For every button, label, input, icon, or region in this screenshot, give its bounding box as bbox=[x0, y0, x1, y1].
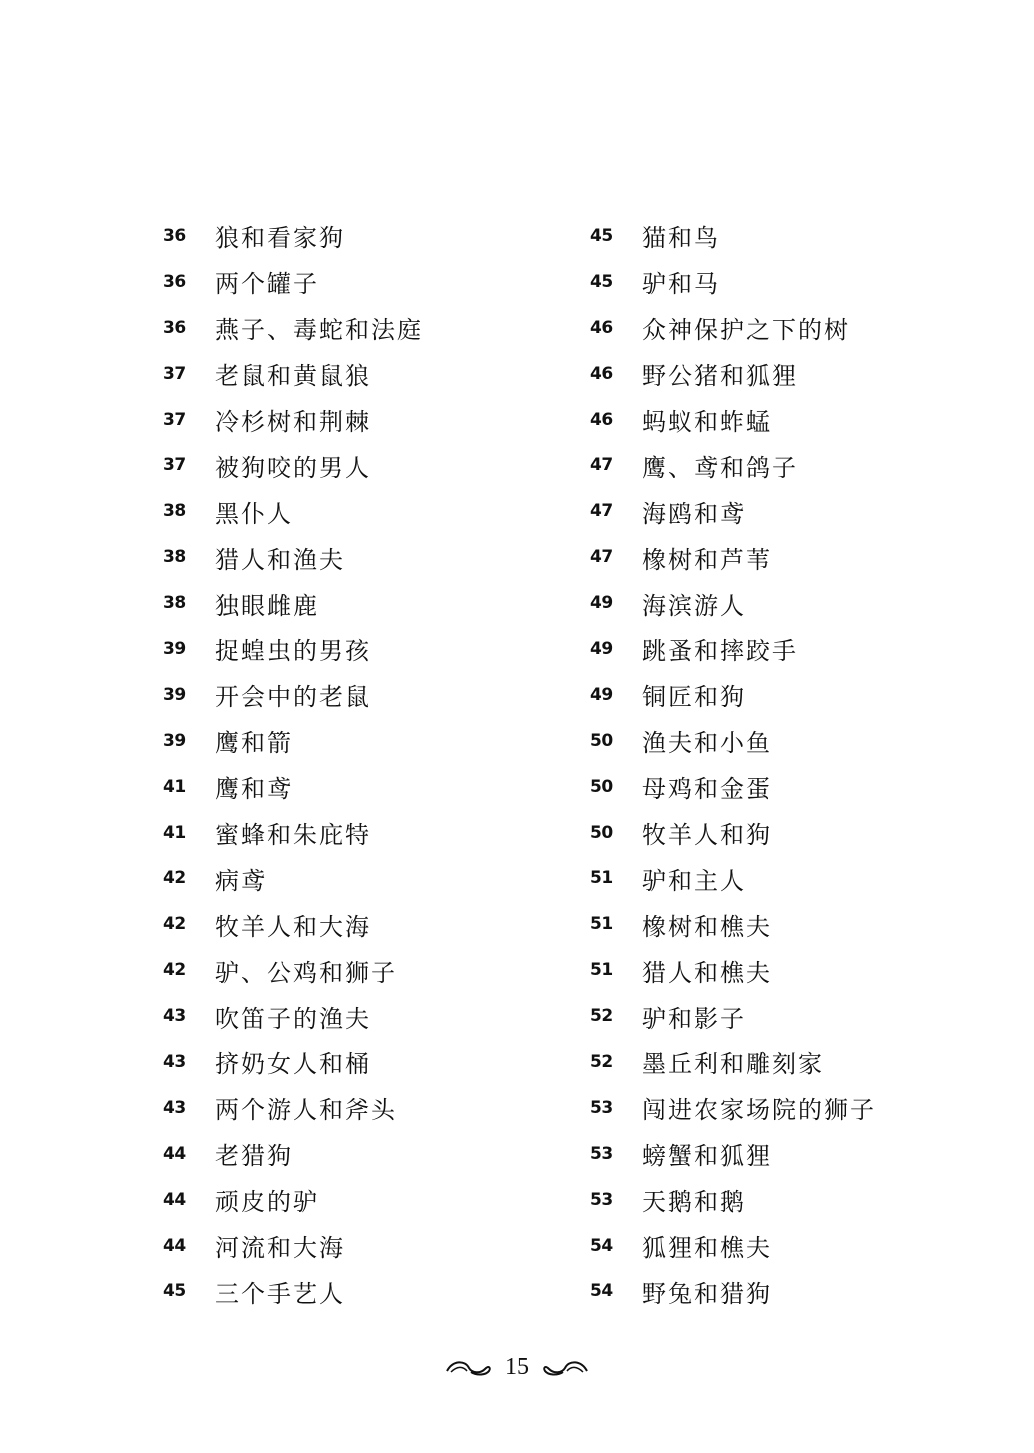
toc-entry-title: 狐狸和樵夫 bbox=[642, 1234, 772, 1263]
toc-entry-page-number: 39 bbox=[163, 730, 186, 751]
toc-entry-title: 三个手艺人 bbox=[215, 1279, 345, 1308]
toc-entry-page-number: 37 bbox=[163, 363, 186, 384]
toc-entry-title: 闯进农家场院的狮子 bbox=[642, 1096, 876, 1125]
toc-entry bbox=[163, 672, 583, 718]
toc-entry-page-number: 38 bbox=[163, 547, 186, 568]
toc-entry bbox=[590, 1268, 1010, 1314]
toc-entry-title: 鹰、鸢和鸽子 bbox=[642, 453, 798, 482]
toc-entry-title: 两个游人和斧头 bbox=[215, 1096, 397, 1125]
toc-entry-page-number: 52 bbox=[590, 1006, 613, 1027]
toc-entry-title: 猎人和渔夫 bbox=[215, 545, 345, 574]
toc-entry-page-number: 50 bbox=[590, 776, 613, 797]
toc-entry-title: 鹰和鸢 bbox=[215, 775, 293, 804]
toc-entry-page-number: 37 bbox=[163, 455, 186, 476]
toc-entry-page-number: 47 bbox=[590, 547, 613, 568]
toc-entry-page-number: 45 bbox=[590, 225, 613, 246]
toc-entry-title: 狼和看家狗 bbox=[215, 224, 345, 253]
toc-entry bbox=[163, 993, 583, 1039]
toc-entry bbox=[163, 1085, 583, 1131]
toc-entry-title: 黑仆人 bbox=[215, 499, 293, 528]
toc-entry bbox=[163, 580, 583, 626]
toc-entry bbox=[590, 534, 1010, 580]
toc-entry bbox=[163, 397, 583, 443]
toc-entry-page-number: 50 bbox=[590, 730, 613, 751]
toc-entry-page-number: 50 bbox=[590, 822, 613, 843]
toc-entry-page-number: 44 bbox=[163, 1235, 186, 1256]
toc-entry-title: 河流和大海 bbox=[215, 1234, 345, 1263]
toc-entry-page-number: 49 bbox=[590, 593, 613, 614]
toc-entry-page-number: 54 bbox=[590, 1281, 613, 1302]
toc-entry-page-number: 38 bbox=[163, 593, 186, 614]
toc-entry-page-number: 41 bbox=[163, 776, 186, 797]
toc-entry-page-number: 42 bbox=[163, 914, 186, 935]
toc-entry bbox=[590, 1085, 1010, 1131]
toc-entry-title: 橡树和樵夫 bbox=[642, 912, 772, 941]
scroll-flourish-right-icon bbox=[541, 1356, 589, 1378]
toc-entry-title: 牧羊人和大海 bbox=[215, 912, 371, 941]
toc-entry-page-number: 39 bbox=[163, 684, 186, 705]
toc-entry-title: 捉蝗虫的男孩 bbox=[215, 637, 371, 666]
toc-entry-page-number: 43 bbox=[163, 1006, 186, 1027]
toc-entry-title: 两个罐子 bbox=[215, 270, 319, 299]
toc-entry bbox=[590, 855, 1010, 901]
toc-entry-page-number: 39 bbox=[163, 638, 186, 659]
toc-entry bbox=[163, 718, 583, 764]
toc-entry-page-number: 42 bbox=[163, 960, 186, 981]
toc-entry bbox=[590, 901, 1010, 947]
toc-entry-page-number: 45 bbox=[590, 271, 613, 292]
toc-entry bbox=[163, 351, 583, 397]
table-of-contents bbox=[0, 213, 1034, 1313]
toc-entry bbox=[590, 351, 1010, 397]
toc-entry-title: 吹笛子的渔夫 bbox=[215, 1004, 371, 1033]
toc-entry bbox=[163, 1223, 583, 1269]
toc-entry-page-number: 44 bbox=[163, 1143, 186, 1164]
toc-entry-title: 病鸢 bbox=[215, 866, 267, 895]
toc-entry-title: 众神保护之下的树 bbox=[642, 316, 850, 345]
toc-entry bbox=[163, 442, 583, 488]
toc-entry bbox=[590, 1177, 1010, 1223]
toc-entry bbox=[590, 1039, 1010, 1085]
toc-entry bbox=[590, 1131, 1010, 1177]
toc-entry-page-number: 37 bbox=[163, 409, 186, 430]
toc-entry-page-number: 52 bbox=[590, 1051, 613, 1072]
toc-entry-page-number: 45 bbox=[163, 1281, 186, 1302]
toc-entry bbox=[163, 305, 583, 351]
toc-entry bbox=[163, 1039, 583, 1085]
toc-entry-page-number: 46 bbox=[590, 409, 613, 430]
toc-entry-title: 驴和主人 bbox=[642, 866, 746, 895]
toc-entry-title: 野兔和猎狗 bbox=[642, 1279, 772, 1308]
toc-entry bbox=[163, 213, 583, 259]
toc-entry-page-number: 36 bbox=[163, 225, 186, 246]
toc-entry bbox=[590, 626, 1010, 672]
toc-entry-page-number: 53 bbox=[590, 1143, 613, 1164]
toc-entry-title: 老鼠和黄鼠狼 bbox=[215, 362, 371, 391]
toc-entry bbox=[590, 305, 1010, 351]
toc-entry-title: 猎人和樵夫 bbox=[642, 958, 772, 987]
toc-entry-title: 开会中的老鼠 bbox=[215, 683, 371, 712]
toc-entry bbox=[590, 259, 1010, 305]
toc-entry bbox=[590, 580, 1010, 626]
toc-entry-title: 鹰和箭 bbox=[215, 729, 293, 758]
toc-entry-page-number: 43 bbox=[163, 1051, 186, 1072]
toc-entry-title: 橡树和芦苇 bbox=[642, 545, 772, 574]
scroll-flourish-left-icon bbox=[445, 1356, 493, 1378]
toc-entry-page-number: 51 bbox=[590, 914, 613, 935]
toc-entry-page-number: 51 bbox=[590, 960, 613, 981]
toc-entry-title: 驴和马 bbox=[642, 270, 720, 299]
toc-entry-title: 被狗咬的男人 bbox=[215, 453, 371, 482]
toc-entry-page-number: 49 bbox=[590, 684, 613, 705]
toc-entry-title: 顽皮的驴 bbox=[215, 1188, 319, 1217]
toc-entry-title: 跳蚤和摔跤手 bbox=[642, 637, 798, 666]
toc-entry bbox=[163, 901, 583, 947]
toc-entry bbox=[163, 534, 583, 580]
toc-entry bbox=[590, 718, 1010, 764]
toc-column-right bbox=[590, 213, 1010, 1314]
toc-entry bbox=[163, 855, 583, 901]
toc-entry-title: 母鸡和金蛋 bbox=[642, 775, 772, 804]
toc-entry-title: 铜匠和狗 bbox=[642, 683, 746, 712]
toc-entry-page-number: 47 bbox=[590, 501, 613, 522]
toc-entry-title: 天鹅和鹅 bbox=[642, 1188, 746, 1217]
toc-entry-page-number: 36 bbox=[163, 317, 186, 338]
toc-entry-title: 海滨游人 bbox=[642, 591, 746, 620]
toc-entry-title: 墨丘利和雕刻家 bbox=[642, 1050, 824, 1079]
toc-entry bbox=[590, 397, 1010, 443]
toc-entry bbox=[590, 810, 1010, 856]
toc-entry-title: 蚂蚁和蚱蜢 bbox=[642, 408, 772, 436]
toc-entry-title: 冷杉树和荆棘 bbox=[215, 408, 371, 436]
toc-entry-page-number: 46 bbox=[590, 317, 613, 338]
toc-entry-title: 蜜蜂和朱庇特 bbox=[215, 821, 371, 850]
toc-entry-page-number: 36 bbox=[163, 271, 186, 292]
page-footer bbox=[0, 1347, 1034, 1387]
toc-entry bbox=[590, 1223, 1010, 1269]
toc-entry bbox=[590, 993, 1010, 1039]
toc-entry bbox=[163, 259, 583, 305]
toc-entry bbox=[590, 764, 1010, 810]
toc-entry-title: 驴和影子 bbox=[642, 1004, 746, 1033]
toc-entry-page-number: 38 bbox=[163, 501, 186, 522]
toc-entry-title: 挤奶女人和桶 bbox=[215, 1050, 371, 1079]
toc-entry bbox=[163, 626, 583, 672]
toc-entry bbox=[163, 1177, 583, 1223]
toc-entry-title: 驴、公鸡和狮子 bbox=[215, 958, 397, 987]
toc-entry-page-number: 47 bbox=[590, 455, 613, 476]
toc-entry-title: 野公猪和狐狸 bbox=[642, 362, 798, 391]
toc-entry bbox=[163, 488, 583, 534]
toc-entry bbox=[590, 947, 1010, 993]
toc-entry-page-number: 54 bbox=[590, 1235, 613, 1256]
page-number: 15 bbox=[505, 1353, 529, 1380]
toc-entry-title: 猫和鸟 bbox=[642, 224, 720, 253]
toc-entry-page-number: 44 bbox=[163, 1189, 186, 1210]
toc-entry bbox=[163, 1131, 583, 1177]
toc-entry-title: 牧羊人和狗 bbox=[642, 821, 772, 850]
toc-entry-title: 螃蟹和狐狸 bbox=[642, 1142, 772, 1171]
toc-entry-title: 独眼雌鹿 bbox=[215, 591, 319, 620]
toc-entry-title: 老猎狗 bbox=[215, 1142, 293, 1171]
toc-entry bbox=[590, 213, 1010, 259]
toc-entry-title: 燕子、毒蛇和法庭 bbox=[215, 316, 423, 345]
toc-entry-title: 海鸥和鸢 bbox=[642, 499, 746, 528]
toc-entry bbox=[590, 672, 1010, 718]
toc-entry-page-number: 46 bbox=[590, 363, 613, 384]
toc-entry bbox=[163, 947, 583, 993]
toc-entry-title: 渔夫和小鱼 bbox=[642, 729, 772, 758]
toc-entry bbox=[590, 488, 1010, 534]
toc-entry bbox=[163, 810, 583, 856]
toc-entry bbox=[163, 764, 583, 810]
toc-entry bbox=[163, 1268, 583, 1314]
toc-entry bbox=[590, 442, 1010, 488]
toc-entry-page-number: 43 bbox=[163, 1097, 186, 1118]
toc-entry-page-number: 42 bbox=[163, 868, 186, 889]
toc-entry-page-number: 53 bbox=[590, 1097, 613, 1118]
toc-entry-page-number: 49 bbox=[590, 638, 613, 659]
toc-entry-page-number: 41 bbox=[163, 822, 186, 843]
toc-entry-page-number: 53 bbox=[590, 1189, 613, 1210]
toc-entry-page-number: 51 bbox=[590, 868, 613, 889]
toc-column-left bbox=[163, 213, 583, 1314]
